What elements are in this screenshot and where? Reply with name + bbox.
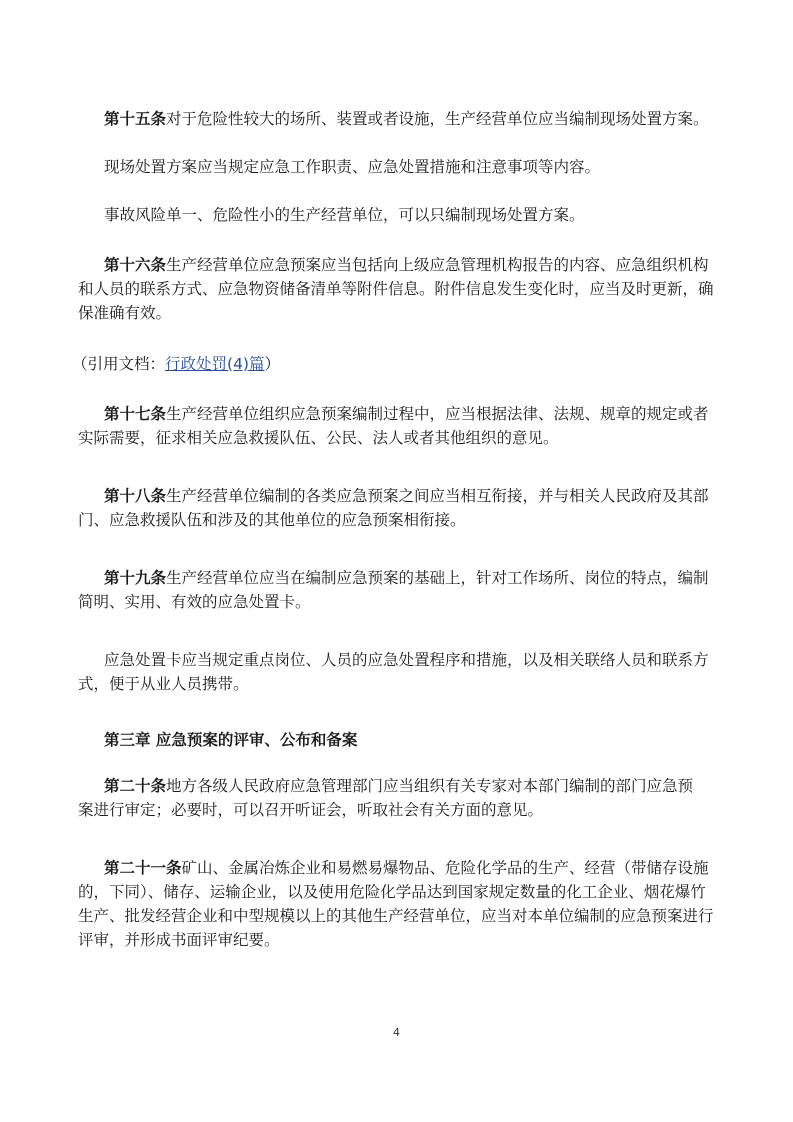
article-21-line-3: 生产、批发经营企业和中型规模以上的其他生产经营单位，应当对本单位编制的应急预案进行 [78, 907, 714, 925]
article-17-line-2: 实际需要，征求相关应急救援队伍、公民、法人或者其他组织的意见。 [78, 429, 559, 447]
article-15-paragraph-3 [104, 203, 744, 227]
article-20-line-2: 案进行审定；必要时，可以召开听证会，听取社会有关方面的意见。 [78, 801, 544, 819]
article-17-label: 第十七条 [104, 405, 167, 423]
article-18-text: 生产经营单位编制的各类应急预案之间应当相互衔接，并与相关人民政府及其部 [166, 487, 709, 505]
article-20 [78, 774, 744, 822]
page-number: 4 [393, 1026, 400, 1039]
article-19-paragraph-2-line-1: 应急处置卡应当规定重点岗位、人员的应急处置程序和措施，以及相关联络人员和联系方 [104, 651, 709, 669]
article-19-label: 第十九条 [104, 569, 167, 587]
article-20-label: 第二十条 [104, 777, 167, 795]
article-18-line-1 [104, 484, 744, 508]
article-16-text: 生产经营单位应急预案应当包括向上级应急管理机构报告的内容、应急组织机构 [166, 256, 709, 274]
article-21 [78, 856, 744, 952]
article-15-label: 第十五条 [104, 110, 167, 128]
citation-suffix: ） [264, 355, 280, 373]
article-19-paragraph-2 [78, 648, 744, 696]
article-20-text: 地方各级人民政府应急管理部门应当组织有关专家对本部门编制的部门应急预 [166, 777, 694, 795]
chapter-3-title: 第三章 应急预案的评审、公布和备案 [104, 731, 358, 749]
article-19-line-1 [104, 566, 744, 590]
citation [72, 352, 280, 376]
article-21-text: 矿山、金属冶炼企业和易燃易爆物品、危险化学品的生产、经营（带储存设施 [181, 859, 709, 877]
article-16 [78, 253, 744, 325]
article-19-line-2: 简明、实用、有效的应急处置卡。 [78, 593, 311, 611]
article-18 [78, 484, 744, 532]
article-15-paragraph-2-line-1: 现场处置方案应当规定应急工作职责、应急处置措施和注意事项等内容。 [104, 158, 601, 176]
chapter-3-heading [104, 728, 744, 752]
article-21-line-2: 的，下同）、储存、运输企业，以及使用危险化学品达到国家规定数量的化工企业、烟花爆竹 [78, 883, 706, 901]
article-16-line-1 [104, 253, 744, 277]
article-15-paragraph-3-line-1: 事故风险单一、危险性小的生产经营单位，可以只编制现场处置方案。 [104, 206, 585, 224]
citation-prefix: （引用文档： [72, 355, 166, 373]
article-15-line-1 [104, 107, 744, 131]
article-18-line-2: 门、应急救援队伍和涉及的其他单位的应急预案相衔接。 [78, 511, 466, 529]
article-21-line-1 [104, 856, 744, 880]
article-21-line-4: 评审，并形成书面评审纪要。 [78, 931, 280, 949]
article-19-paragraph-2-line-2: 式，便于从业人员携带。 [78, 675, 249, 693]
article-16-line-2: 和人员的联系方式、应急物资储备清单等附件信息。附件信息发生变化时，应当及时更新，确 [78, 280, 714, 298]
article-16-line-3: 保准确有效。 [78, 304, 172, 322]
article-17-line-1 [104, 402, 744, 426]
article-18-label: 第十八条 [104, 487, 167, 505]
article-16-label: 第十六条 [104, 256, 167, 274]
article-19-text: 生产经营单位应当在编制应急预案的基础上，针对工作场所、岗位的特点，编制 [166, 569, 709, 587]
article-15 [104, 107, 744, 131]
article-15-paragraph-2 [104, 155, 744, 179]
article-21-label: 第二十一条 [104, 859, 182, 877]
article-17-text: 生产经营单位组织应急预案编制过程中，应当根据法律、法规、规章的规定或者 [166, 405, 709, 423]
citation-link[interactable]: 行政处罚(4)篇 [165, 355, 265, 373]
article-15-text: 对于危险性较大的场所、装置或者设施，生产经营单位应当编制现场处置方案。 [166, 110, 709, 128]
article-17 [78, 402, 744, 450]
article-19 [78, 566, 744, 614]
article-20-line-1 [104, 774, 744, 798]
